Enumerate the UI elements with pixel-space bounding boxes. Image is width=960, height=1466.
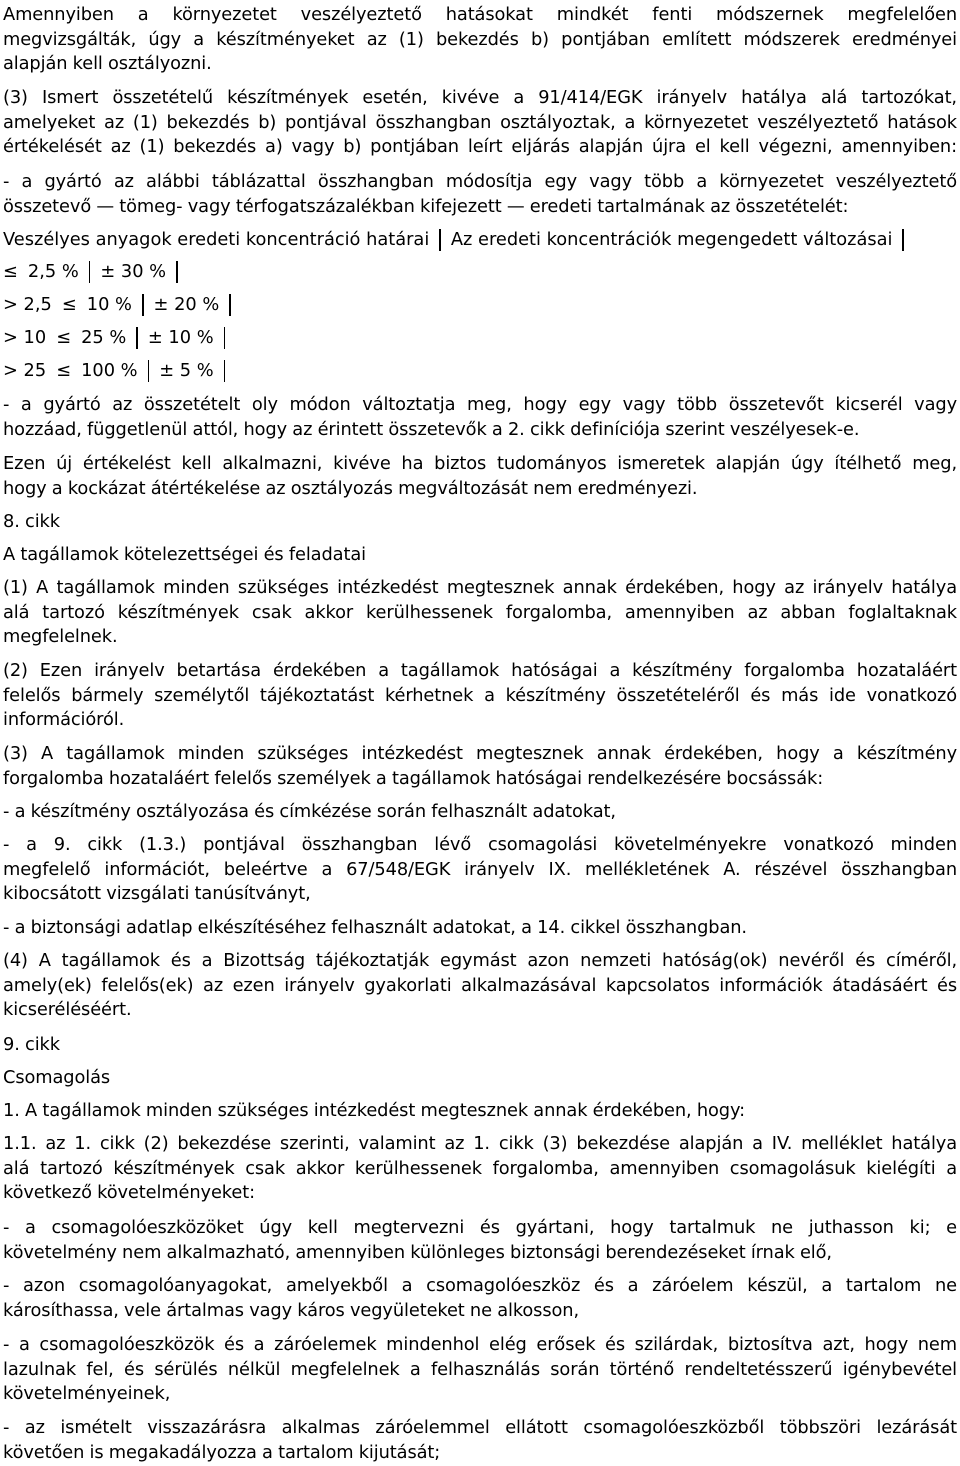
text-line: összetevő — tömeg- vagy térfogatszázalékban kifejezett — eredeti tartalmának az összetételét: — [3, 195, 849, 217]
table-row — [3, 258, 188, 286]
paragraph-art8-3-item-3 — [3, 916, 957, 941]
text-line: megfelelnek. — [3, 626, 118, 647]
paragraph-art9-1 — [3, 1099, 957, 1124]
text-line: - a 9. cikk (1.3.) pontjával összhangban lévő csomagolási követelményekre vonatkozó minden — [3, 834, 957, 855]
text-line: - a biztonsági adatlap elkészítéséhez felhasznált adatokat, a 14. cikkel összhangban. — [3, 917, 747, 938]
text-line: A tagállamok kötelezettségei és feladatai — [3, 544, 366, 565]
text-line: (3) Ismert összetételű készítmények esetén, kivéve a 91/414/EGK irányelv hatálya alá tartozókat, — [3, 87, 957, 108]
text-line: hogy a kockázat átértékelése az osztályozás megváltozását nem eredményezi. — [3, 477, 698, 499]
table-cell-separator — [224, 360, 226, 382]
table-row — [3, 291, 241, 319]
paragraph-intro — [3, 3, 957, 77]
text-line: 9. cikk — [3, 1034, 60, 1055]
table-cell-upper: 100 % — [81, 360, 138, 381]
text-line: - a csomagolóeszközök és a záróelemek mindenhol elég erősek és szilárdak, biztosítva azt, hogy nem — [3, 1334, 957, 1355]
table-cell-separator — [89, 261, 91, 283]
table-cell-separator — [176, 261, 178, 283]
table-cell-tolerance: ± 5 % — [159, 360, 214, 381]
paragraph-art9-item-1 — [3, 1216, 957, 1265]
paragraph-art9-item-3 — [3, 1333, 957, 1407]
text-line: követelmény nem alkalmazható, amennyiben különleges biztonsági berendezéseket írnak elő, — [3, 1241, 832, 1263]
text-line: kibocsátott vizsgálati tanúsítványt, — [3, 883, 311, 904]
table-header-cell: Veszélyes anyagok eredeti koncentráció határai — [3, 229, 430, 250]
table-row — [3, 357, 235, 385]
article-title-9 — [3, 1066, 957, 1091]
table-cell-separator — [148, 360, 150, 382]
text-line: amely(ek) felelős(ek) az ezen irányelv gyakorlati alkalmazásával kapcsolatos információk átadásáért és — [3, 974, 957, 996]
text-line: - a csomagolóeszközöket úgy kell megtervezni és gyártani, hogy tartalmuk ne juthasson ki; e — [3, 1217, 957, 1238]
text-line: alá tartozó készítmények csak akkor kerülhessenek forgalomba, amennyiben az abban foglaltaknak — [3, 601, 957, 623]
text-line: lazulnak fel, és sérülés nélkül megfelelnek a felhasználás során történő rendeltetésszerű igénybevétel — [3, 1358, 957, 1380]
paragraph-art9-item-4 — [3, 1416, 957, 1465]
text-line: Csomagolás — [3, 1067, 111, 1088]
table-cell-tolerance: ± 10 % — [147, 327, 214, 348]
less-or-equal-symbol: ≤ — [56, 360, 72, 381]
paragraph-manufacturer-replaces — [3, 393, 957, 442]
table-cell-lower: > 10 — [3, 327, 47, 348]
text-line: forgalomba hozataláért felelős személyek a tagállamok hatóságai rendelkezésére bocsássák: — [3, 767, 824, 789]
paragraph-art8-3 — [3, 742, 957, 791]
text-line: 8. cikk — [3, 511, 60, 532]
article-heading-8 — [3, 510, 957, 535]
paragraph-art8-1 — [3, 576, 957, 650]
text-line: károsíthassa, vele ártalmas vagy káros vegyületeket ne alkosson, — [3, 1299, 579, 1321]
table-cell-upper: 25 % — [81, 327, 127, 348]
paragraph-art8-3-item-1 — [3, 800, 957, 825]
text-line: alá tartozó készítmények csak akkor kerülhessenek forgalomba, amennyiben csomagolásuk kielégíti a — [3, 1157, 957, 1179]
table-cell-upper: 2,5 % — [27, 261, 79, 282]
text-line: megfelelő információt, beleértve a 67/548/EGK irányelv IX. mellékletének A. részével összhangban — [3, 858, 957, 880]
less-or-equal-symbol: ≤ — [56, 327, 72, 348]
table-cell-tolerance: ± 30 % — [100, 261, 167, 282]
text-line: (3) A tagállamok minden szükséges intézkedést megtesznek annak érdekében, hogy a készítmény — [3, 743, 957, 764]
table-cell-separator — [229, 294, 231, 316]
text-line: követelményeinek, — [3, 1383, 171, 1404]
text-line: felelős bármely személytől tájékoztatást kérhetnek a készítmény összetételéről és más ide vonatkozó — [3, 684, 957, 706]
paragraph-art9-1-1 — [3, 1132, 957, 1206]
text-line: Ezen új értékelést kell alkalmazni, kivéve ha biztos tudományos ismeretek alapján úgy ítélhető meg, — [3, 453, 957, 474]
paragraph-art8-2 — [3, 659, 957, 733]
table-row — [3, 324, 235, 352]
table-header-cell: Az eredeti koncentrációk megengedett változásai — [450, 229, 893, 250]
text-line: 1.1. az 1. cikk (2) bekezdése szerinti, valamint az 1. cikk (3) bekezdése alapján a IV. melléklet hatálya — [3, 1133, 957, 1154]
table-cell-lower: > 2,5 — [3, 294, 52, 315]
less-or-equal-symbol: ≤ — [61, 294, 77, 315]
table-cell-lower: > 25 — [3, 360, 47, 381]
paragraph-art8-3-item-2 — [3, 833, 957, 907]
text-line: megvizsgálták, úgy a készítményeket az (1) bekezdés b) pontjában említett módszerek eredményei — [3, 28, 957, 50]
table-cell-separator — [136, 327, 138, 349]
table-cell-separator — [439, 229, 441, 251]
table-cell-separator — [902, 229, 904, 251]
text-line: Amennyiben a környezetet veszélyeztető hatásokat mindkét fenti módszernek megfelelően — [3, 4, 957, 25]
text-line: (1) A tagállamok minden szükséges intézkedést megtesznek annak érdekében, hogy az irányelv hatálya — [3, 577, 957, 598]
text-line: - az ismételt visszazárásra alkalmas záróelemmel ellátott csomagolóeszközből többszöri lezárását — [3, 1417, 957, 1438]
text-line: (4) A tagállamok és a Bizottság tájékoztatják egymást azon nemzeti hatóság(ok) nevéről és címéről, — [3, 950, 957, 971]
text-line: alapján kell osztályozni. — [3, 53, 212, 74]
text-line: amelyeket az (1) bekezdés b) pontjával összhangban osztályoztak, a környezetet veszélyeztető hatások — [3, 111, 957, 133]
text-line: - azon csomagolóanyagokat, amelyekből a csomagolóeszköz és a záróelem készül, a tartalom ne — [3, 1275, 957, 1296]
article-heading-9 — [3, 1033, 957, 1058]
text-line: (2) Ezen irányelv betartása érdekében a tagállamok hatóságai a készítmény forgalomba hozataláért — [3, 660, 957, 681]
table-cell-separator — [142, 294, 144, 316]
text-line: - a gyártó az alábbi táblázattal összhangban módosítja egy vagy több a környezetet veszélyeztető — [3, 171, 957, 192]
paragraph-section-3 — [3, 86, 957, 160]
text-line: követően is megakadályozza a tartalom kijutását; — [3, 1441, 441, 1463]
article-title-8 — [3, 543, 957, 568]
text-line: kicseréléséért. — [3, 999, 132, 1020]
paragraph-manufacturer-modifies — [3, 170, 957, 219]
table-cell-separator — [224, 327, 226, 349]
text-line: 1. A tagállamok minden szükséges intézkedést megtesznek annak érdekében, hogy: — [3, 1100, 745, 1121]
text-line: - a készítmény osztályozása és címkézése során felhasznált adatokat, — [3, 801, 616, 822]
text-line: hozzáad, függetlenül attól, hogy az érintett összetevők a 2. cikk definíciója szerint veszélyesek-e. — [3, 418, 860, 440]
paragraph-art8-4 — [3, 949, 957, 1023]
text-line: - a gyártó az összetételt oly módon változtatja meg, hogy egy vagy több összetevőt kicserél vagy — [3, 394, 957, 415]
paragraph-new-evaluation — [3, 452, 957, 501]
text-line: értékelését az (1) bekezdés a) vagy b) pontjában leírt eljárás alapján újra el kell végezni, amennyiben: — [3, 136, 957, 157]
table-header-row — [3, 226, 914, 254]
text-line: következő követelményeket: — [3, 1182, 255, 1203]
table-cell-tolerance: ± 20 % — [153, 294, 220, 315]
paragraph-art9-item-2 — [3, 1274, 957, 1323]
table-cell-upper: 10 % — [86, 294, 132, 315]
less-or-equal-symbol: ≤ — [3, 261, 18, 282]
text-line: információról. — [3, 709, 125, 730]
